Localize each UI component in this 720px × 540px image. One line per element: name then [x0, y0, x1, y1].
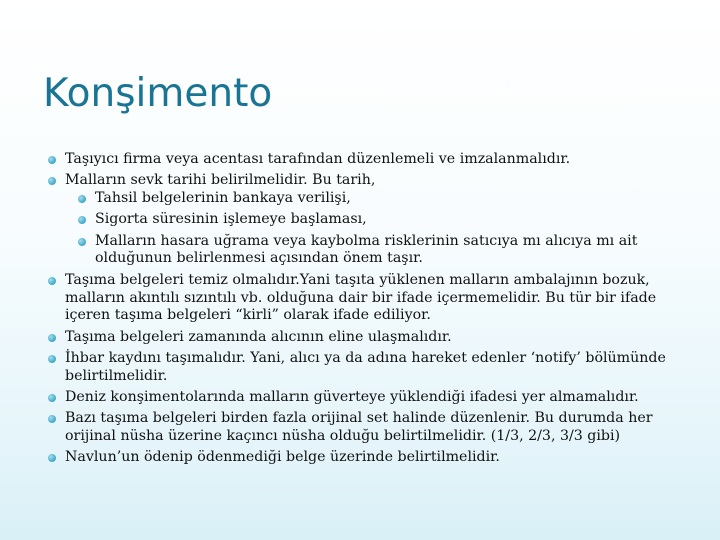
bullet-dot-icon — [78, 216, 86, 224]
list-item — [48, 272, 684, 325]
bullet-list — [48, 151, 684, 471]
bullet-text: Navlun’un ödenip ödenmediği belge üzerinde belirtilmelidir. — [65, 449, 500, 466]
bullet-dot-icon — [48, 454, 56, 462]
list-item — [48, 449, 684, 467]
list-item — [48, 151, 684, 169]
bullet-text: Taşıyıcı firma veya acentası tarafından düzenlemeli ve imzalanmalıdır. — [65, 151, 571, 167]
bullet-dot-icon — [48, 277, 56, 285]
bullet-text: Taşıma belgeleri zamanında alıcının eline ulaşmalıdır. — [65, 328, 452, 345]
sub-list-item — [65, 190, 684, 208]
sub-list-item — [65, 211, 684, 229]
sub-bullet-text: Tahsil belgelerinin bankaya verilişi, — [95, 190, 351, 207]
bullet-dot-icon — [48, 355, 56, 363]
slide-title: Konşimento — [43, 71, 273, 116]
bullet-text: Bazı taşıma belgeleri birden fazla orijinal set halinde düzenlenir. Bu durumda her orijinal nüsha üzerine kaçıncı nüsha olduğu belirtilmelidir. (1/3, 2/3, 3/3 gibi) — [65, 410, 653, 445]
list-item — [48, 172, 684, 268]
sub-bullet-text: Malların hasara uğrama veya kaybolma risklerinin satıcıya mı alıcıya mı ait olduğunun belirlenmesi açısından önem taşır. — [95, 232, 638, 267]
bullet-dot-icon — [48, 415, 56, 423]
bullet-dot-icon — [48, 177, 56, 185]
list-item — [48, 350, 684, 386]
bullet-text: Deniz konşimentolarında malların güverteye yüklendiği ifadesi yer almamalıdır. — [65, 389, 639, 406]
sub-bullet-text: Sigorta süresinin işlemeye başlaması, — [95, 211, 367, 228]
bullet-dot-icon — [78, 195, 86, 203]
list-item — [48, 389, 684, 407]
list-item — [48, 329, 684, 347]
bullet-dot-icon — [48, 156, 56, 164]
bullet-dot-icon — [78, 238, 86, 246]
sub-bullet-list — [65, 190, 684, 268]
bullet-text: Taşıma belgeleri temiz olmalıdır.Yani taşıta yüklenen malların ambalajının bozuk, malların akıntılı sızıntılı vb. olduğuna dair bir ifade içermemelidir. Bu tür bir ifade içeren taşıma belgeleri “kirli” olarak ifade ediliyor. — [65, 271, 657, 324]
bullet-text: Malların sevk tarihi belirilmelidir. Bu tarih, — [65, 172, 376, 189]
sub-list-item — [65, 233, 684, 269]
bullet-dot-icon — [48, 334, 56, 342]
bullet-text: İhbar kaydını taşımalıdır. Yani, alıcı ya da adına hareket edenler ‘notify’ bölümünde belirtilmelidir. — [65, 349, 666, 384]
bullet-dot-icon — [48, 394, 56, 402]
list-item — [48, 410, 684, 446]
